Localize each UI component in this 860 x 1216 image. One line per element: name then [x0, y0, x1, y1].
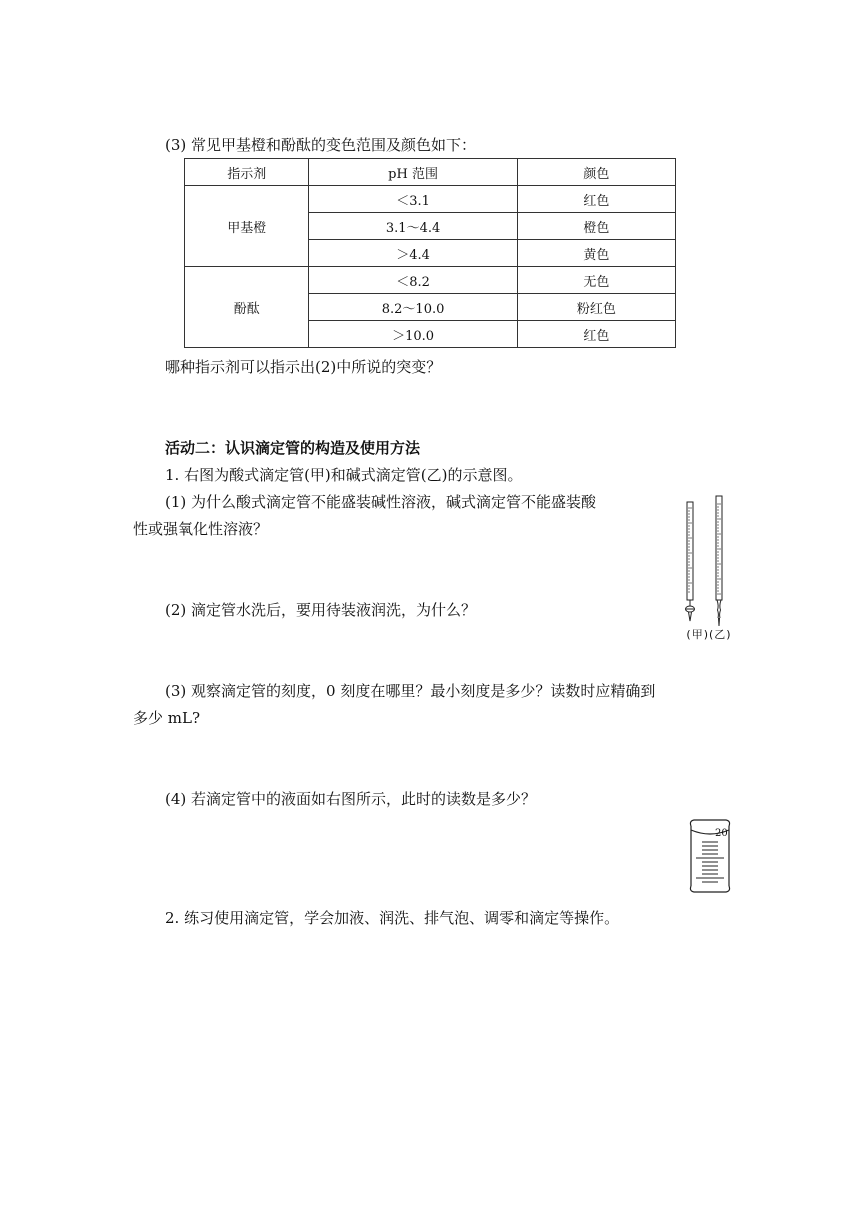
activity2-q1-3-line1: (3) 观察滴定管的刻度，0 刻度在哪里？最小刻度是多少？读数时应精确到	[165, 682, 656, 700]
activity2-q1-1-line1: (1) 为什么酸式滴定管不能盛装碱性溶液，碱式滴定管不能盛装酸	[165, 493, 597, 511]
header-ph-range: pH 范围	[309, 159, 517, 186]
color-cell: 红色	[517, 321, 675, 348]
header-indicator: 指示剂	[185, 159, 309, 186]
activity2-q1-4: (4) 若滴定管中的液面如右图所示，此时的读数是多少？	[165, 790, 537, 808]
ph-cell: 8.2～10.0	[309, 294, 517, 321]
activity2-q2: 2. 练习使用滴定管，学会加液、润洗、排气泡、调零和滴定等操作。	[165, 909, 620, 927]
meniscus-figure	[688, 818, 732, 896]
base-burette	[716, 496, 722, 626]
header-color: 颜色	[517, 159, 675, 186]
ph-cell: ＜8.2	[309, 267, 517, 294]
burette-caption: (甲)(乙)	[686, 628, 732, 641]
ph-cell: 3.1～4.4	[309, 213, 517, 240]
ph-cell: ＞4.4	[309, 240, 517, 267]
activity2-q1-2: (2) 滴定管水洗后，要用待装液润洗，为什么？	[165, 601, 477, 619]
acid-burette	[685, 502, 695, 621]
indicator-table	[184, 158, 676, 348]
color-cell: 粉红色	[517, 294, 675, 321]
ph-cell: ＞10.0	[309, 321, 517, 348]
burette-figure	[676, 490, 742, 642]
ph-cell: ＜3.1	[309, 186, 517, 213]
meniscus-label: 20	[715, 828, 728, 839]
activity2-q1-1-line2: 性或强氧化性溶液？	[133, 520, 269, 538]
indicator-methyl-orange: 甲基橙	[185, 186, 309, 267]
indicator-phenolphthalein: 酚酞	[185, 267, 309, 348]
table-header-row	[185, 159, 676, 186]
color-cell: 红色	[517, 186, 675, 213]
section3-intro: (3) 常见甲基橙和酚酞的变色范围及颜色如下：	[165, 136, 477, 154]
color-cell: 黄色	[517, 240, 675, 267]
activity2-title: 活动二：认识滴定管的构造及使用方法	[165, 439, 421, 457]
table-row	[185, 267, 676, 294]
section3-question: 哪种指示剂可以指示出(2)中所说的突变？	[165, 358, 442, 376]
activity2-q1: 1. 右图为酸式滴定管(甲)和碱式滴定管(乙)的示意图。	[165, 466, 523, 484]
color-cell: 橙色	[517, 213, 675, 240]
color-cell: 无色	[517, 267, 675, 294]
activity2-q1-3-line2: 多少 mL?	[133, 709, 200, 727]
table-row	[185, 186, 676, 213]
